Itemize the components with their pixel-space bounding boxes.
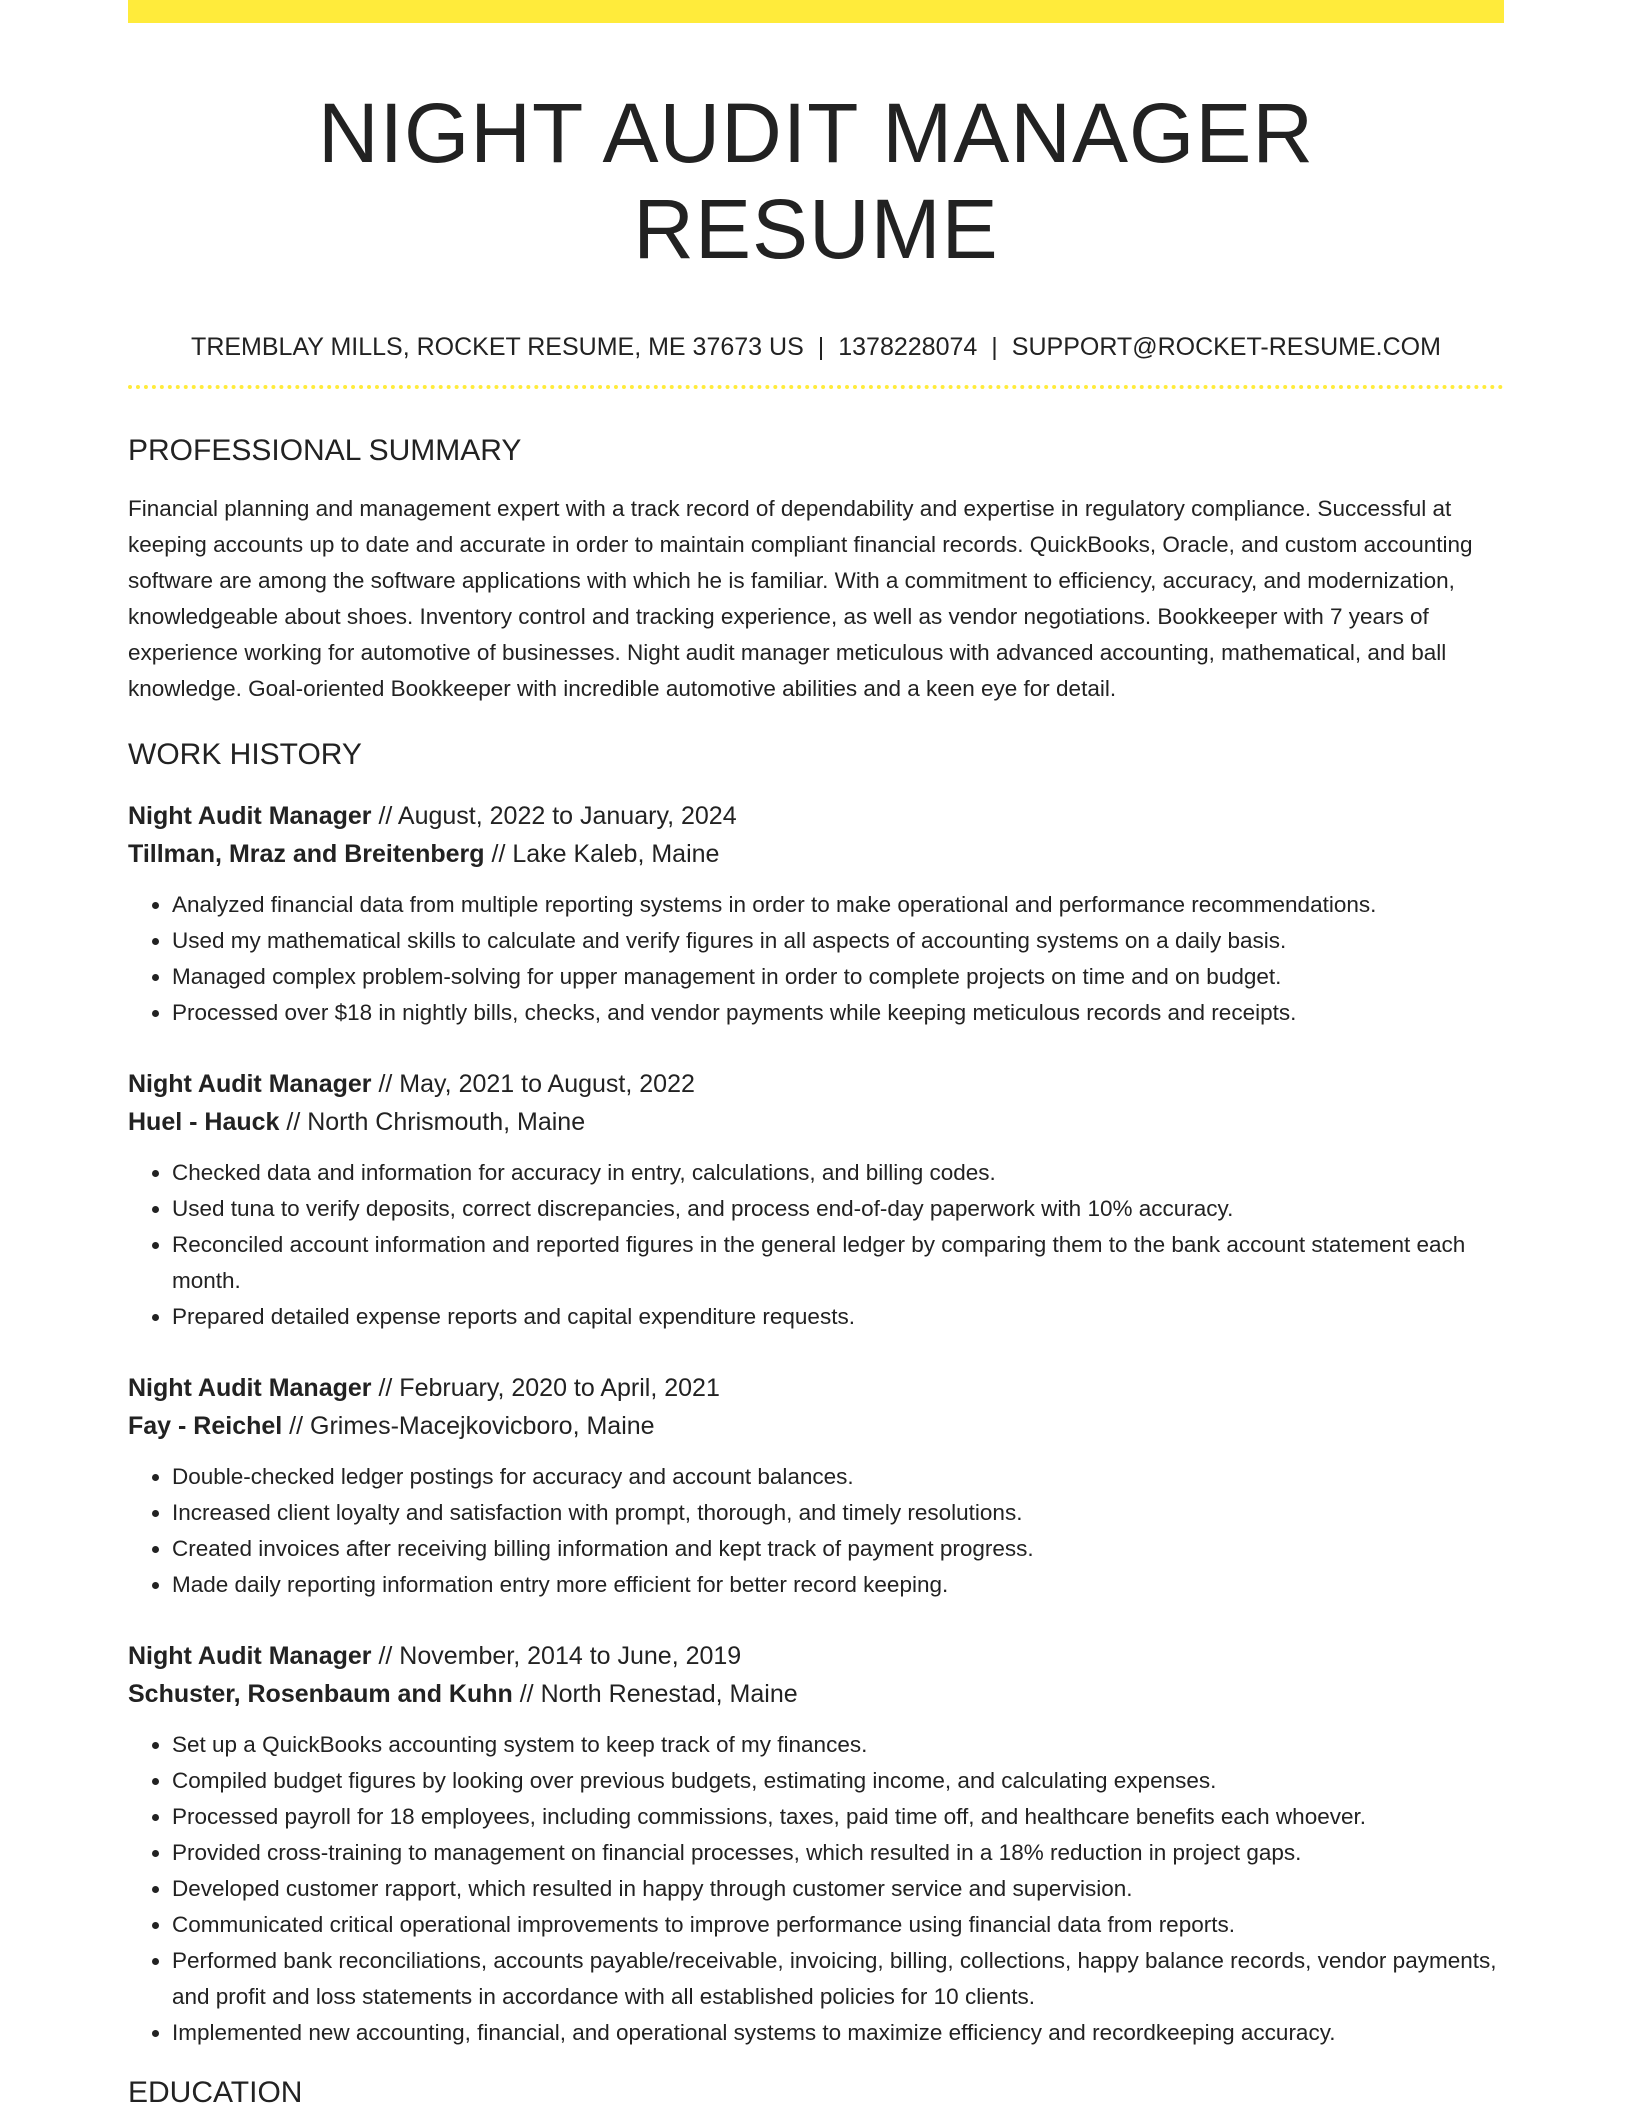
contact-phone: 1378228074 [838,333,978,361]
job-location: // North Renestad, Maine [512,1680,798,1708]
job-bullets [128,887,1504,1031]
job-entry [128,1065,1504,1335]
education-heading: EDUCATION [128,2076,303,2109]
job-title-line [128,1369,1504,1407]
job-bullet: • Created invoices after receiving billing information and kept track of payment progress. [172,1531,1504,1567]
job-location: // North Chrismouth, Maine [279,1108,586,1136]
job-bullet: • Processed payroll for 18 employees, including commissions, taxes, paid time off, and healthcare benefits each whoever. [172,1799,1504,1835]
job-dates: // February, 2020 to April, 2021 [371,1374,720,1402]
job-bullet: • Communicated critical operational improvements to improve performance using financial data from reports. [172,1907,1504,1943]
job-bullet: • Double-checked ledger postings for accuracy and account balances. [172,1459,1504,1495]
job-bullet: • Managed complex problem-solving for upper management in order to complete projects on time and on budget. [172,959,1504,995]
resume-page [128,0,1504,2111]
job-dates: // May, 2021 to August, 2022 [371,1070,695,1098]
job-bullets [128,1459,1504,1603]
contact-separator: | [991,333,998,361]
job-entry [128,797,1504,1031]
job-title: Night Audit Manager [128,1374,372,1402]
contact-separator: | [817,333,825,361]
job-bullets [128,1155,1504,1335]
contact-address: TREMBLAY MILLS, ROCKET RESUME, ME 37673 US [191,333,804,361]
job-bullet: • Made daily reporting information entry more efficient for better record keeping. [172,1567,1504,1603]
job-bullet: • Prepared detailed expense reports and capital expenditure requests. [172,1299,1504,1335]
job-title: Night Audit Manager [128,1642,372,1670]
job-bullet: • Developed customer rapport, which resulted in happy through customer service and supervision. [172,1871,1504,1907]
contact-email: SUPPORT@ROCKET-RESUME.COM [1011,333,1441,361]
job-company-line [128,835,1504,873]
job-entry [128,1369,1504,1603]
job-bullet: • Compiled budget figures by looking over previous budgets, estimating income, and calculating expenses. [172,1763,1504,1799]
job-bullet: • Checked data and information for accuracy in entry, calculations, and billing codes. [172,1155,1504,1191]
job-title-line [128,1065,1504,1103]
job-dates: // August, 2022 to January, 2024 [371,802,737,830]
job-company: Huel - Hauck [128,1108,280,1136]
job-bullet: • Provided cross-training to management on financial processes, which resulted in a 18% reduction in project gaps. [172,1835,1504,1871]
summary-text: Financial planning and management expert with a track record of dependability and expertise in regulatory compliance. Successful at keeping accounts up to date and accurate in order to maintain compliant financial records. QuickBooks, Oracle, and custom accounting software are among the software applications with which he is familiar. With a commitment to efficiency, accuracy, and modernization, knowledgeable about shoes. Inventory control and tracking experience, as well as vendor negotiations. Bookkeeper with 7 years of experience working for automotive of businesses. Night audit manager meticulous with advanced accounting, mathematical, and ball knowledge. Goal-oriented Bookkeeper with incredible automotive abilities and a keen eye for detail. [128,496,1473,701]
job-company-line [128,1103,1504,1141]
job-location: // Grimes-Macejkovicboro, Maine [282,1412,655,1440]
job-bullet: • Used tuna to verify deposits, correct discrepancies, and process end-of-day paperwork with 10% accuracy. [172,1191,1504,1227]
job-company: Tillman, Mraz and Breitenberg [128,840,485,868]
job-title-line [128,797,1504,835]
summary-heading: PROFESSIONAL SUMMARY [128,434,522,467]
job-bullet: • Reconciled account information and reported figures in the general ledger by comparing them to the bank account statement each month. [172,1227,1504,1299]
job-title: Night Audit Manager [128,802,372,830]
job-location: // Lake Kaleb, Maine [484,840,720,868]
job-entry [128,1637,1504,2051]
top-accent-bar [128,0,1504,23]
work-history-heading: WORK HISTORY [128,738,362,771]
job-bullet: • Used my mathematical skills to calculate and verify figures in all aspects of accounting systems on a daily basis. [172,923,1504,959]
job-company-line [128,1407,1504,1445]
job-title-line [128,1637,1504,1675]
job-bullet: • Increased client loyalty and satisfaction with prompt, thorough, and timely resolutions. [172,1495,1504,1531]
job-bullet: • Set up a QuickBooks accounting system to keep track of my finances. [172,1727,1504,1763]
job-bullet: • Analyzed financial data from multiple reporting systems in order to make operational and performance recommendations. [172,887,1504,923]
job-bullets [128,1727,1504,2051]
resume-title: NIGHT AUDIT MANAGER RESUME [317,86,1315,276]
job-company: Fay - Reichel [128,1412,283,1440]
dotted-divider [128,385,1504,389]
job-title: Night Audit Manager [128,1070,372,1098]
job-dates: // November, 2014 to June, 2019 [371,1642,742,1670]
job-company-line [128,1675,1504,1713]
job-company: Schuster, Rosenbaum and Kuhn [128,1680,513,1708]
job-bullet: • Performed bank reconciliations, accounts payable/receivable, invoicing, billing, collections, happy balance records, vendor payments, and profit and loss statements in accordance with all established policies for 10 clients. [172,1943,1504,2015]
contact-line [128,331,1504,363]
job-bullet: • Implemented new accounting, financial, and operational systems to maximize efficiency and recordkeeping accuracy. [172,2015,1504,2051]
job-bullet: • Processed over $18 in nightly bills, checks, and vendor payments while keeping meticulous records and receipts. [172,995,1504,1031]
